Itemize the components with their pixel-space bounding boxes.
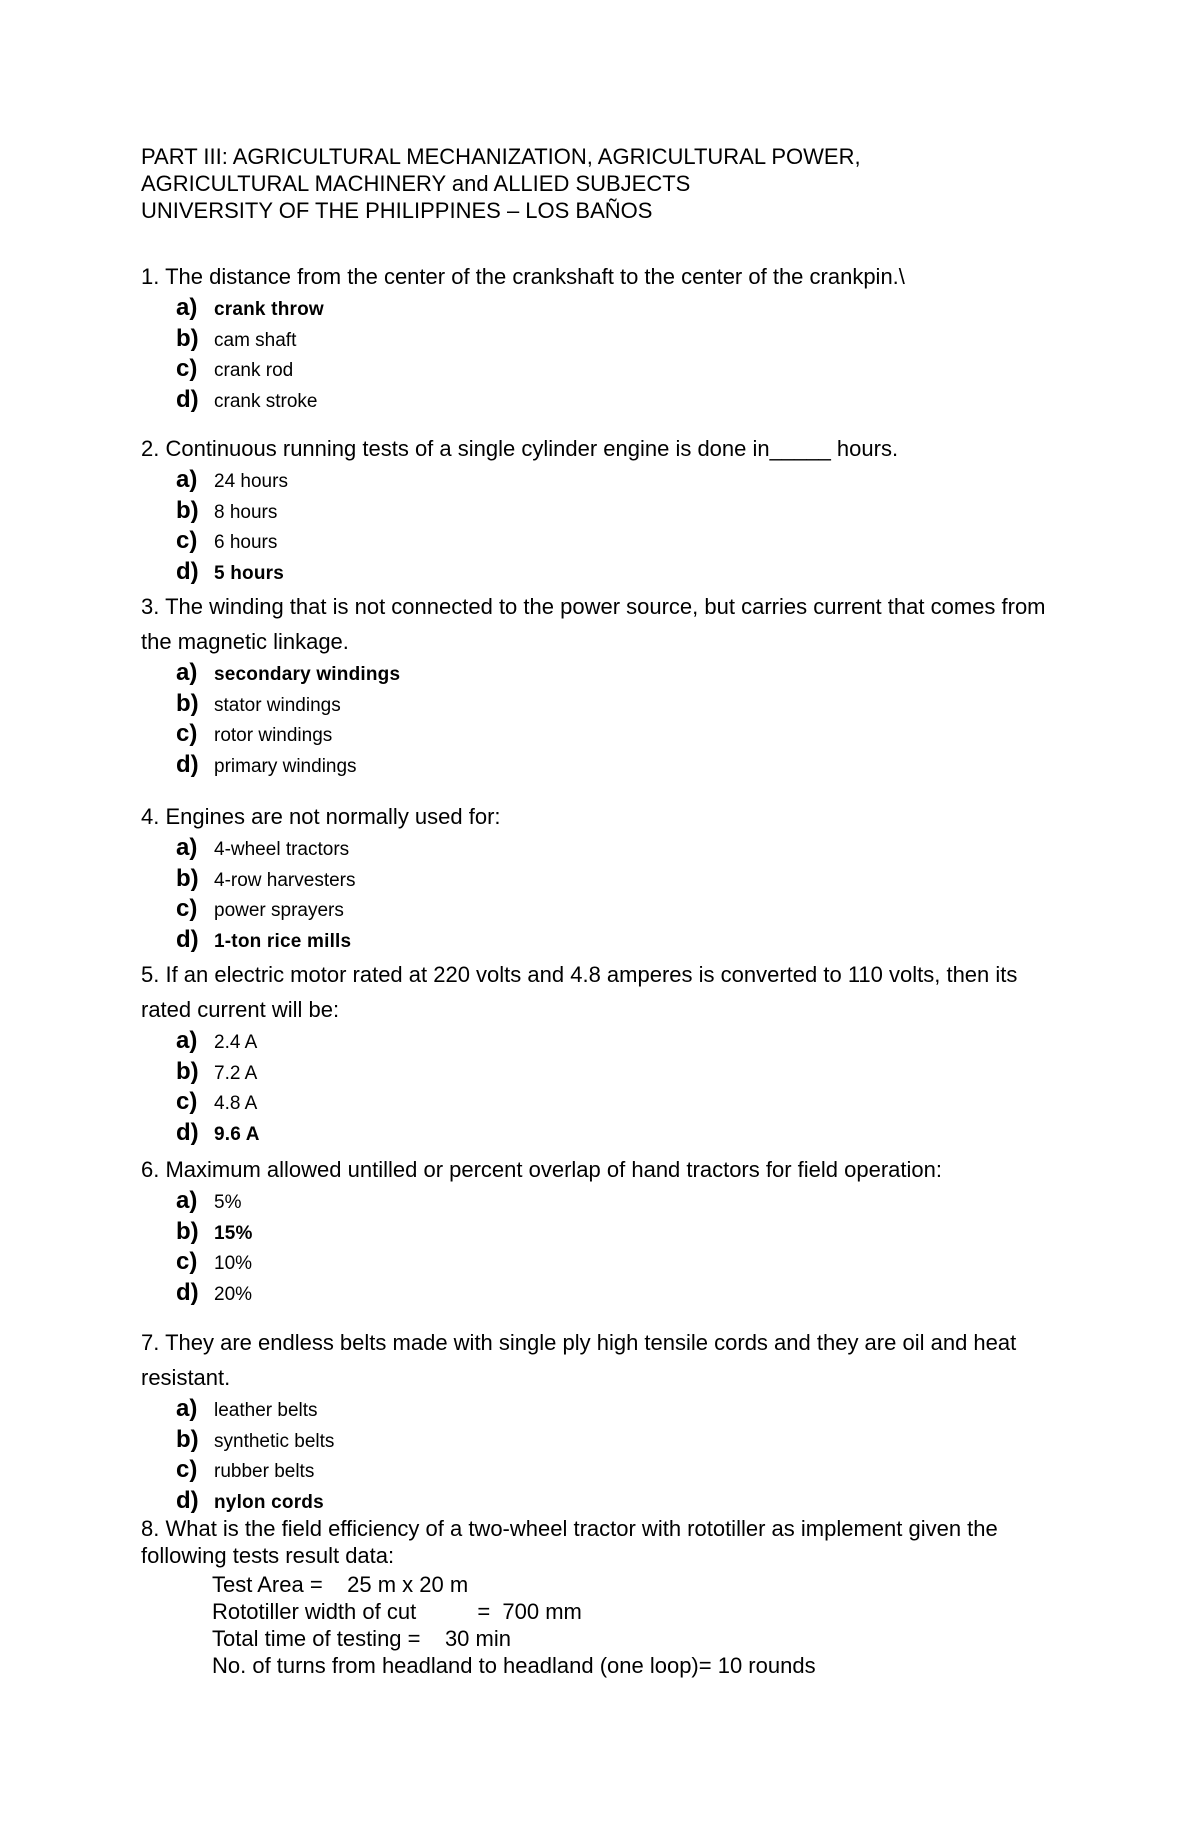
option-letter: d) [176,1278,199,1306]
option-letter: a) [176,1187,198,1214]
options-list [176,294,1071,416]
option-text: 15% [214,1222,253,1244]
option-text: 10% [214,1253,253,1274]
option-letter: c) [176,355,198,382]
options-list [176,834,1071,956]
option-c [176,1088,1071,1119]
option-text: 5% [214,1192,242,1213]
option-text: crank stroke [214,390,318,412]
option-d [176,1119,1071,1150]
option-a [176,1027,1071,1058]
test-area-line: Test Area = 25 m x 20 m [212,1572,469,1597]
option-text: 5 hours [214,562,285,584]
option-c [176,1456,1071,1487]
question-8 [141,1515,1071,1679]
option-b [176,1218,1071,1249]
option-letter: b) [176,324,199,352]
question-1 [141,259,1071,416]
option-text: nylon cords [214,1491,324,1513]
header-subject-line: AGRICULTURAL MACHINERY and ALLIED SUBJECTS [141,171,691,196]
option-letter: b) [176,864,199,892]
option-letter: d) [176,1118,199,1146]
option-letter: c) [176,1456,198,1483]
option-b [176,1426,1071,1457]
option-d [176,1487,1071,1518]
option-d [176,1279,1071,1310]
option-letter: a) [176,1395,198,1422]
question-2 [141,431,1071,588]
option-letter: d) [176,557,199,585]
option-b [176,690,1071,721]
option-text: power sprayers [214,900,344,921]
option-letter: d) [176,750,199,778]
option-c [176,895,1071,926]
option-a [176,834,1071,865]
option-text: stator windings [214,694,341,716]
question-stem: 3. The winding that is not connected to the power source, but carries current that comes from the magnetic linkage. [141,594,1046,654]
option-d [176,386,1071,417]
question-stem: 5. If an electric motor rated at 220 volts and 4.8 amperes is converted to 110 volts, then its rated current will be: [141,962,1018,1022]
question-stem: 4. Engines are not normally used for: [141,804,501,829]
option-text: 24 hours [214,471,288,492]
option-letter: c) [176,1088,198,1115]
option-text: secondary windings [214,664,401,685]
option-b [176,865,1071,896]
option-b [176,325,1071,356]
option-letter: c) [176,895,198,922]
option-text: 20% [214,1283,253,1305]
option-text: synthetic belts [214,1430,335,1452]
option-letter: c) [176,1248,198,1275]
option-text: 4-row harvesters [214,869,356,891]
option-d [176,558,1071,589]
question-stem: 2. Continuous running tests of a single cylinder engine is done in_____ hours. [141,436,899,461]
option-letter: d) [176,925,199,953]
option-letter: b) [176,496,199,524]
options-list [176,1027,1071,1149]
option-a [176,294,1071,325]
option-text: 7.2 A [214,1062,258,1084]
option-c [176,720,1071,751]
header-university-line: UNIVERSITY OF THE PHILIPPINES – LOS BAÑOS [141,198,653,223]
option-c [176,355,1071,386]
option-letter: a) [176,294,198,321]
option-text: rubber belts [214,1461,315,1482]
question-stem: 1. The distance from the center of the crankshaft to the center of the crankpin.\ [141,264,905,289]
question-7 [141,1325,1071,1517]
question-4 [141,799,1071,956]
option-a [176,1395,1071,1426]
test-data-list [212,1571,1071,1679]
options-list [176,466,1071,588]
options-list [176,1187,1071,1309]
option-letter: b) [176,1425,199,1453]
option-text: 9.6 A [214,1123,260,1145]
option-text: leather belts [214,1400,318,1421]
option-letter: d) [176,1486,199,1514]
options-list [176,1395,1071,1517]
option-letter: a) [176,466,198,493]
option-d [176,926,1071,957]
option-text: rotor windings [214,725,333,746]
option-b [176,1058,1071,1089]
option-letter: b) [176,1217,199,1245]
option-text: 8 hours [214,501,278,523]
option-letter: c) [176,527,198,554]
options-list [176,659,1071,781]
option-text: 1-ton rice mills [214,930,352,952]
question-3 [141,589,1071,781]
option-a [176,466,1071,497]
option-text: crank rod [214,360,294,381]
option-a [176,1187,1071,1218]
number-of-turns-line: No. of turns from headland to headland (one loop)= 10 rounds [212,1653,816,1678]
option-text: 6 hours [214,532,278,553]
option-text: 2.4 A [214,1032,258,1053]
total-time-line: Total time of testing = 30 min [212,1626,511,1651]
option-text: 4.8 A [214,1093,258,1114]
option-c [176,1248,1071,1279]
question-stem: 8. What is the field efficiency of a two-wheel tractor with rototiller as implement given the following tests result data: [141,1516,998,1568]
option-c [176,527,1071,558]
question-5 [141,957,1071,1149]
width-of-cut-line: Rototiller width of cut = 700 mm [212,1599,582,1624]
document-header [141,143,1101,224]
option-text: crank throw [214,299,324,320]
option-a [176,659,1071,690]
option-letter: a) [176,1027,198,1054]
option-text: 4-wheel tractors [214,839,350,860]
question-stem: 7. They are endless belts made with single ply high tensile cords and they are oil and heat resistant. [141,1330,1017,1390]
question-6 [141,1152,1071,1309]
option-text: cam shaft [214,329,297,351]
option-text: primary windings [214,755,357,777]
header-title-line: PART III: AGRICULTURAL MECHANIZATION, AGRICULTURAL POWER, [141,144,861,169]
option-letter: a) [176,659,198,686]
question-stem: 6. Maximum allowed untilled or percent overlap of hand tractors for field operation: [141,1157,942,1182]
option-letter: b) [176,1057,199,1085]
option-d [176,751,1071,782]
option-letter: d) [176,385,199,413]
option-letter: c) [176,720,198,747]
option-letter: a) [176,834,198,861]
option-b [176,497,1071,528]
option-letter: b) [176,689,199,717]
